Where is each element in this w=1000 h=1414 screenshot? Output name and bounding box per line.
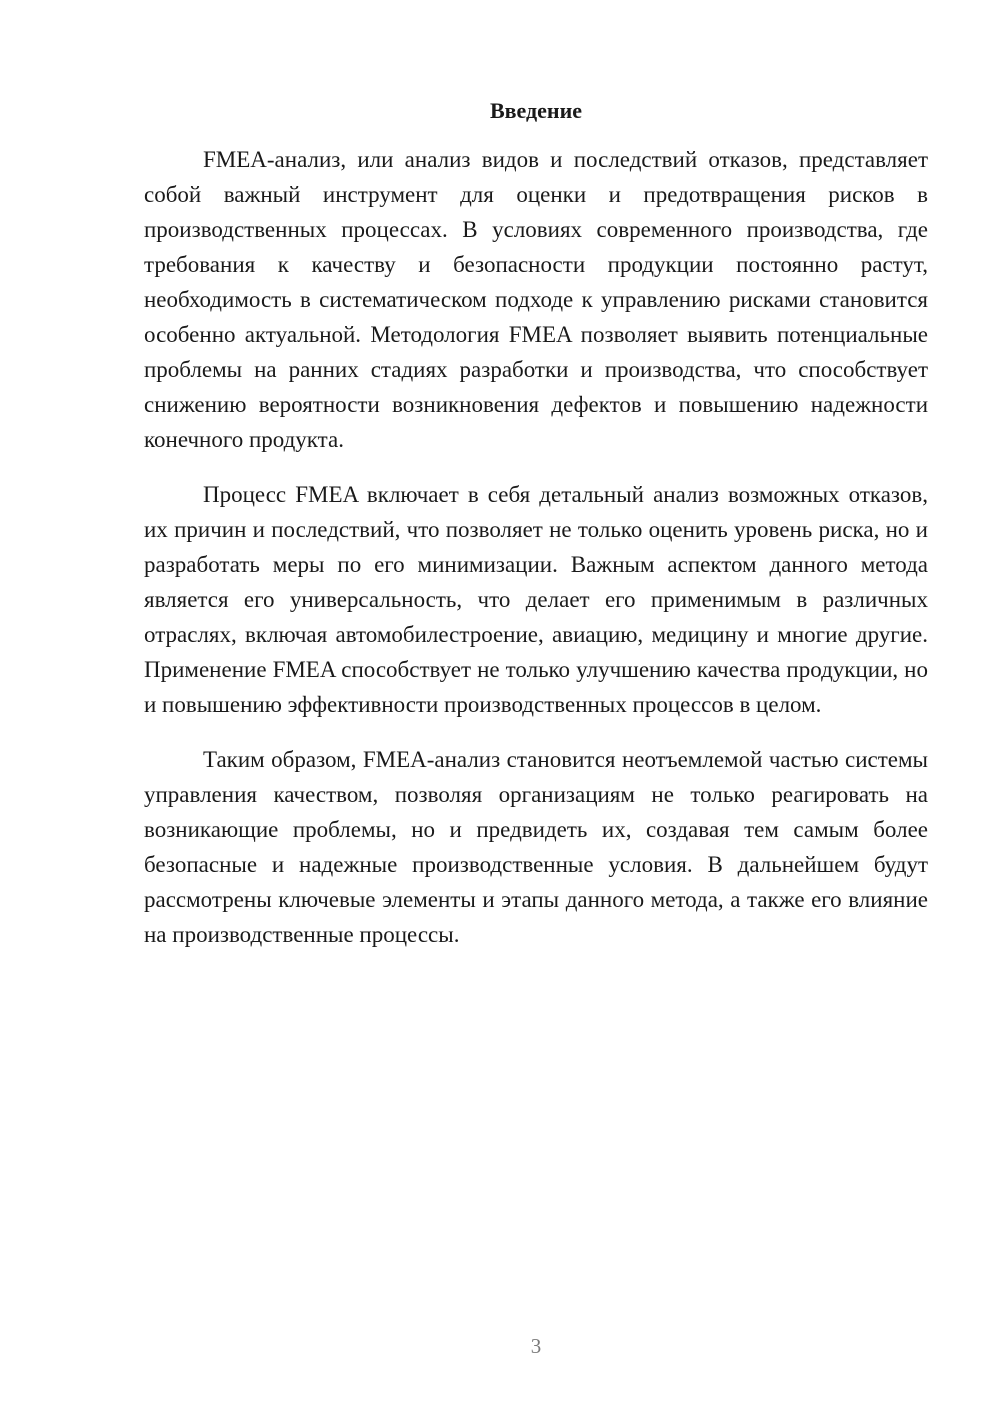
section-body [144,142,928,972]
section-title: Введение [489,98,583,123]
paragraph: FMEA-анализ, или анализ видов и последствий отказов, представляет собой важный инструмент для оценки и предотвращения рисков в производственных процессах. В условиях современного производства, где требования к качеству и безопасности продукции постоянно растут, необходимость в систематическом подходе к управлению рисками становится особенно актуальной. Методология FMEA позволяет выявить потенциальные проблемы на ранних стадиях разработки и производства, что способствует снижению вероятности возникновения дефектов и повышению надежности конечного продукта. [144,147,928,452]
paragraph: Процесс FMEA включает в себя детальный анализ возможных отказов, их причин и последствий, что позволяет не только оценить уровень риска, но и разработать меры по его минимизации. Важным аспектом данного метода является его универсальность, что делает его применимым в различных отраслях, включая автомобилестроение, авиацию, медицину и многие другие. Применение FMEA способствует не только улучшению качества продукции, но и повышению эффективности производственных процессов в целом. [144,482,928,717]
paragraph: Таким образом, FMEA-анализ становится неотъемлемой частью системы управления качеством, позволяя организациям не только реагировать на возникающие проблемы, но и предвидеть их, создавая тем самым более безопасные и надежные производственные условия. В дальнейшем будут рассмотрены ключевые элементы и этапы данного метода, а также его влияние на производственные процессы. [144,747,928,947]
page-number: 3 [530,1334,542,1358]
